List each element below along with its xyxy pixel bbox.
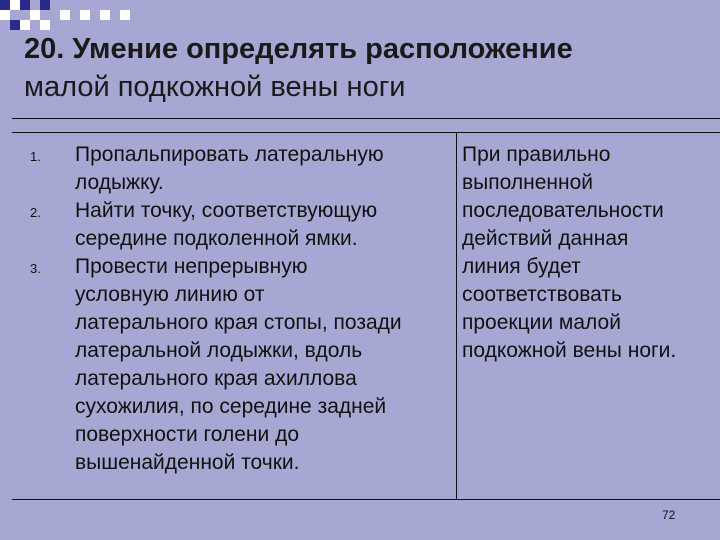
result-text-line: При правильно (462, 143, 611, 166)
step-number: 3. (30, 261, 41, 276)
result-column (462, 141, 718, 365)
step-text-line: вышенайденной точки. (75, 451, 300, 474)
page-number: 72 (662, 508, 676, 522)
steps-column (12, 141, 452, 477)
step-text-line: сухожилия, по середине задней (75, 395, 387, 418)
title-number: 20. (24, 33, 65, 65)
result-text-line: выполненной (462, 171, 593, 194)
title-line-2: малой подкожной вены ноги (24, 71, 406, 103)
step-text-line: условную линию от (75, 283, 265, 306)
steps-table (12, 132, 720, 500)
column-divider (456, 133, 457, 499)
step-text-line: латерального края стопы, позади (75, 311, 402, 334)
result-text-line: соответствовать (462, 283, 622, 306)
steps-list (12, 141, 452, 477)
step-text-line: Найти точку, соответствующую (75, 199, 378, 222)
step-item (12, 197, 452, 253)
step-number: 1. (30, 149, 41, 164)
step-text-line: лодыжку. (75, 171, 164, 194)
step-text-line: латерального края ахиллова (75, 367, 357, 390)
slide-title (24, 30, 704, 106)
step-text-line: Пропальпировать латеральную (75, 143, 384, 166)
step-text-line: латеральной лодыжки, вдоль (75, 339, 363, 362)
step-item (12, 253, 452, 477)
result-text-line: действий данная (462, 227, 629, 250)
step-text-line: середине подколенной ямки. (75, 227, 358, 250)
result-text-line: линия будет (462, 255, 581, 278)
title-text: Умение определять расположение (72, 33, 573, 65)
divider-line (12, 118, 720, 119)
result-text-line: проекции малой (462, 311, 621, 334)
step-item (12, 141, 452, 197)
result-text-line: подкожной вены ноги. (462, 339, 677, 362)
result-text-line: последовательности (462, 199, 664, 222)
step-number: 2. (30, 205, 41, 220)
step-text-line: Провести непрерывную (75, 255, 308, 278)
step-text-line: поверхности голени до (75, 423, 299, 446)
